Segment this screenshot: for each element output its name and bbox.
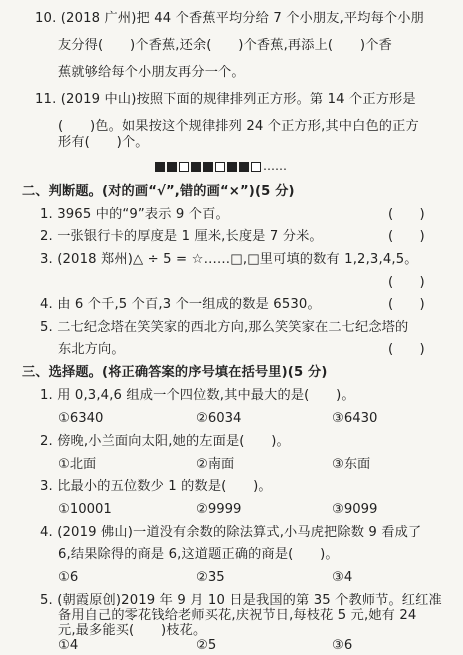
black-square [203,162,213,172]
choice-q3-opt3[interactable]: ③9099 [332,502,378,517]
choice-q1-opt2[interactable]: ②6034 [196,411,242,426]
judge-item-5-cont: 东北方向。 [58,342,125,357]
judge-item-1: 1. 3965 中的“9”表示 9 个百。 [40,207,229,222]
choice-q5-line3: 元,最多能买( )枝花。 [58,623,207,638]
black-square [167,162,177,172]
choice-q4-opt2[interactable]: ②35 [196,570,225,585]
choice-q5-line2: 备用自己的零花钱给老师买花,庆祝节日,每枝花 5 元,她有 24 [58,608,417,623]
choice-q3: 3. 比最小的五位数少 1 的数是( )。 [40,479,272,494]
choice-q2-opt3[interactable]: ③东面 [332,457,371,472]
q10-line3: 蕉就够给每个小朋友再分一个。 [58,65,245,80]
section3-title: 三、选择题。(将正确答案的序号填在括号里)(5 分) [22,365,328,380]
section2-title: 二、判断题。(对的画“√”,错的画“×”)(5 分) [22,184,295,199]
judge-answer-4[interactable]: ( ) [388,297,425,312]
black-square [227,162,237,172]
choice-q3-opt1[interactable]: ①10001 [58,502,112,517]
choice-q5-opt2[interactable]: ②5 [196,638,217,653]
square-pattern [155,159,287,173]
choice-q4-opt3[interactable]: ③4 [332,570,353,585]
choice-q5-opt3[interactable]: ③6 [332,638,353,653]
judge-item-3: 3. (2018 郑州)△ ÷ 5 = ☆……□,□里可填的数有 1,2,3,4,5。 [40,252,418,267]
judge-answer-3[interactable]: ( ) [388,275,425,290]
choice-q2-opt2[interactable]: ②南面 [196,457,235,472]
choice-q4-line1: 4. (2019 佛山)一道没有余数的除法算式,小马虎把除数 9 看成了 [40,525,422,540]
choice-q1-opt1[interactable]: ①6340 [58,411,104,426]
judge-item-5: 5. 二七纪念塔在笑笑家的西北方向,那么笑笑家在二七纪念塔的 [40,320,409,335]
q11-line1: 11. (2019 中山)按照下面的规律排列正方形。第 14 个正方形是 [35,92,416,107]
judge-answer-1[interactable]: ( ) [388,207,425,222]
choice-q1-opt3[interactable]: ③6430 [332,411,378,426]
judge-item-4: 4. 由 6 个千,5 个百,3 个一组成的数是 6530。 [40,297,321,312]
white-square [179,162,189,172]
choice-q5-opt1[interactable]: ①4 [58,638,79,653]
choice-q4-line2: 6,结果除得的商是 6,这道题正确的商是( )。 [58,547,339,562]
white-square [215,162,225,172]
black-square [239,162,249,172]
judge-answer-2[interactable]: ( ) [388,229,425,244]
q10-line1: 10. (2018 广州)把 44 个香蕉平均分给 7 个小朋友,平均每个小朋 [35,11,424,26]
black-square [155,162,165,172]
q11-line3: 形有( )个。 [58,135,149,150]
choice-q3-opt2[interactable]: ②9999 [196,502,242,517]
choice-q5-line1: 5. (朝霞原创)2019 年 9 月 10 日是我国的第 35 个教师节。红红准 [40,593,442,608]
choice-q2: 2. 傍晚,小兰面向太阳,她的左面是( )。 [40,434,290,449]
choice-q2-opt1[interactable]: ①北面 [58,457,97,472]
choice-q4-opt1[interactable]: ①6 [58,570,79,585]
white-square [251,162,261,172]
judge-answer-5[interactable]: ( ) [388,342,425,357]
choice-q1: 1. 用 0,3,4,6 组成一个四位数,其中最大的是( )。 [40,388,355,403]
pattern-ellipsis: …… [263,159,287,173]
black-square [191,162,201,172]
judge-item-2: 2. 一张银行卡的厚度是 1 厘米,长度是 7 分米。 [40,229,323,244]
q11-line2: ( )色。如果按这个规律排列 24 个正方形,其中白色的正方 [58,119,419,134]
q10-line2: 友分得( )个香蕉,还余( )个香蕉,再添上( )个香 [58,38,392,53]
